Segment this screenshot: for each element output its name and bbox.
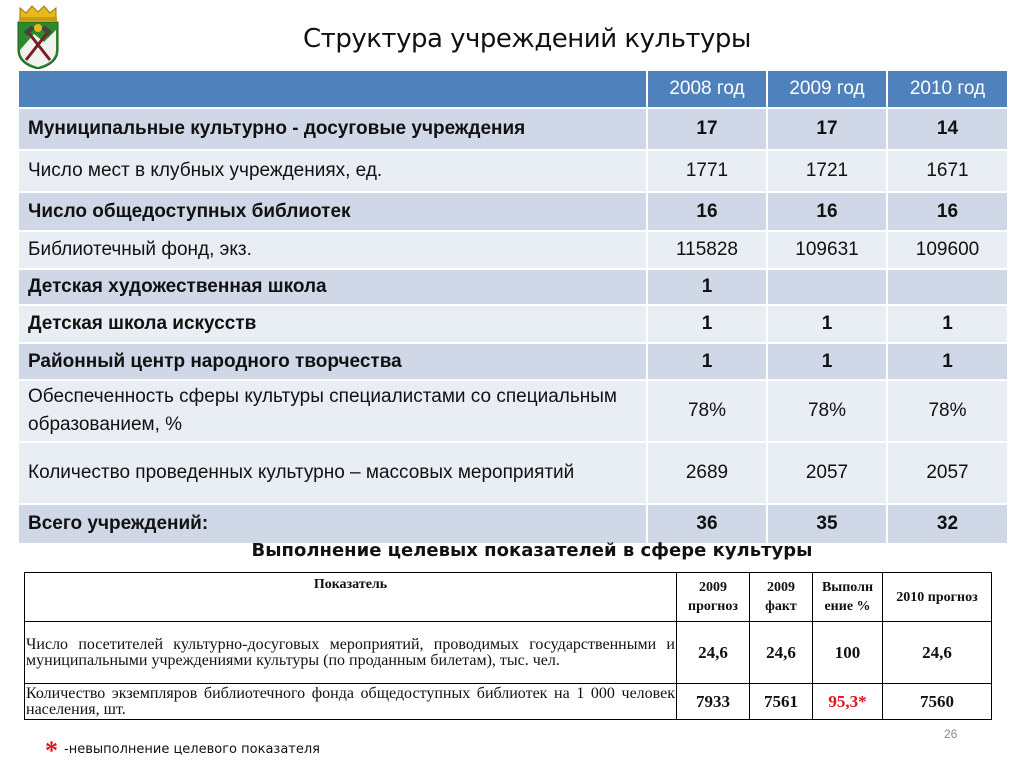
cell-percent: 95,3* [813,684,883,720]
table-row [25,684,992,720]
footnote-marker: * [45,736,58,765]
cell-2008: 1 [647,343,767,380]
table-row [18,442,1008,504]
cell-fact-2009: 7561 [750,684,813,720]
table-row [25,622,992,684]
header-fact-2009: 2009 факт [750,573,813,622]
header-cell-blank [18,70,647,108]
row-label: Муниципальные культурно - досуговые учреждения [18,108,647,150]
cell-2009: 1 [767,343,887,380]
table-header-row [18,70,1008,108]
cell-2008: 1 [647,305,767,343]
page-number: 26 [944,727,958,741]
header-cell-2009: 2009 год [767,70,887,108]
cell-2009: 78% [767,380,887,442]
row-label: Количество проведенных культурно – массовых мероприятий [18,442,647,504]
cell-2010: 1 [887,305,1008,343]
cell-2009: 109631 [767,231,887,269]
header-cell-2010: 2010 год [887,70,1008,108]
cell-fact-2009: 24,6 [750,622,813,684]
header-indicator: Показатель [25,573,677,622]
page-title: Структура учреждений культуры [303,24,751,54]
culture-institutions-table [17,69,1009,545]
cell-2008: 2689 [647,442,767,504]
cell-forecast-2010: 7560 [883,684,992,720]
row-label: Обеспеченность сферы культуры специалистами со специальным образованием, % [18,380,647,442]
header-forecast-2009: 2009 прогноз [677,573,750,622]
cell-2008: 1771 [647,150,767,192]
cell-2010: 32 [887,504,1008,544]
footnote [45,736,320,766]
cell-2009: 35 [767,504,887,544]
cell-2009: 1721 [767,150,887,192]
cell-2009: 17 [767,108,887,150]
table-row-total [18,504,1008,544]
cell-2010 [887,269,1008,305]
cell-2010: 1 [887,343,1008,380]
cell-2008: 36 [647,504,767,544]
cell-2010: 78% [887,380,1008,442]
footnote-text: -невыполнение целевого показателя [64,742,320,757]
row-label: Детская художественная школа [18,269,647,305]
cell-2009: 1 [767,305,887,343]
cell-2010: 1671 [887,150,1008,192]
cell-forecast-2009: 24,6 [677,622,750,684]
cell-2010: 109600 [887,231,1008,269]
row-label: Районный центр народного творчества [18,343,647,380]
cell-2010: 14 [887,108,1008,150]
table-row [18,150,1008,192]
table-row [18,192,1008,231]
header-percent: Выполн ение % [813,573,883,622]
row-label: Число мест в клубных учреждениях, ед. [18,150,647,192]
cell-2008: 78% [647,380,767,442]
header-forecast-2010: 2010 прогноз [883,573,992,622]
table-row [18,343,1008,380]
cell-2008: 115828 [647,231,767,269]
cell-forecast-2009: 7933 [677,684,750,720]
cell-2008: 1 [647,269,767,305]
table-row [18,305,1008,343]
section-subtitle: Выполнение целевых показателей в сфере культуры [251,540,813,561]
cell-percent: 100 [813,622,883,684]
cell-forecast-2010: 24,6 [883,622,992,684]
row-label: Число посетителей культурно-досуговых мероприятий, проводимых государственными и муниципальными учреждениями культуры (по проданным билетам), тыс. чел. [25,622,677,684]
row-label: Детская школа искусств [18,305,647,343]
target-indicators-table [24,572,992,720]
row-label: Всего учреждений: [18,504,647,544]
row-label: Число общедоступных библиотек [18,192,647,231]
cell-2009: 2057 [767,442,887,504]
cell-2009: 16 [767,192,887,231]
cell-2010: 16 [887,192,1008,231]
table-header-row [25,573,992,622]
cell-2009 [767,269,887,305]
table-row [18,231,1008,269]
header-cell-2008: 2008 год [647,70,767,108]
table-row [18,380,1008,442]
cell-2010: 2057 [887,442,1008,504]
cell-2008: 16 [647,192,767,231]
cell-2008: 17 [647,108,767,150]
row-label: Количество экземпляров библиотечного фонда общедоступных библиотек на 1 000 человек населения, шт. [26,684,675,718]
row-label: Библиотечный фонд, экз. [18,231,647,269]
table-row [18,269,1008,305]
table-row [18,108,1008,150]
